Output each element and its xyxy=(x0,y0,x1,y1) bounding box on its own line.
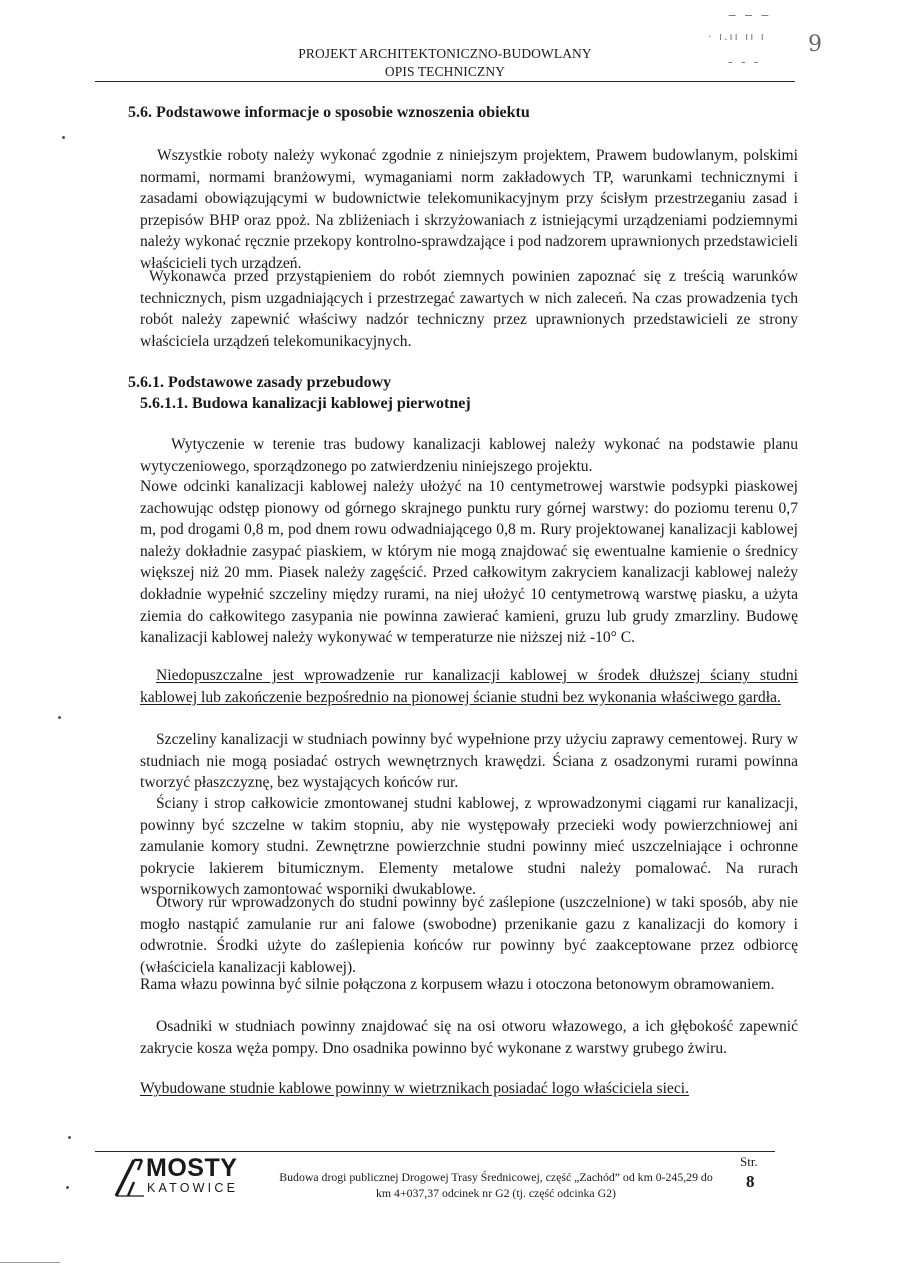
subsection-paragraph xyxy=(140,892,798,978)
header-subtitle: OPIS TECHNICZNY xyxy=(384,64,506,79)
subsection-paragraph xyxy=(140,793,798,901)
paragraph-text: Nowe odcinki kanalizacji kablowej należy ułożyć na 10 centymetrowej warstwie podsypki piaskowej zachowując odstęp pionowy od górnego skrajnego punktu rury górnej warstwy: do poziomu terenu 0,7 m, pod drogami 0,8 m, pod dnem rowu odwadniającego 0,8 m. Rury projektowanej kanalizacji kablowej należy dokładnie zasypać piaskiem, w którym nie mogą znajdować się ewentualne kamienie o średnicy większej niż 20 mm. Piasek należy zagęścić. Przed całkowitym zakryciem kanalizacji kablowej należy dokładnie wypełnić szczeliny między rurami, na niej ułożyć 10 centymetrową warstwę piasku, a użyta ziemia do całkowitego zasypania nie powinna zawierać kamieni, gruzu lub grudy zmarzliny. Budowę kanalizacji kablowej należy wykonywać w temperaturze nie niższej niż -10° C. xyxy=(140,478,798,647)
section-paragraph xyxy=(140,145,798,275)
footer-description: Budowa drogi publicznej Drogowej Trasy Średnicowej, część „Zachód” od km 0-245,29 do km 4+037,37 odcinek nr G2 (tj. część odcinka G2) xyxy=(279,1170,713,1200)
page-number: 8 xyxy=(746,1172,755,1191)
header-title: PROJEKT ARCHITEKTONICZNO-BUDOWLANY xyxy=(298,46,592,61)
logo-word: MOSTY xyxy=(146,1154,238,1182)
scan-dot xyxy=(58,716,61,719)
paragraph-text: Wytyczenie w terenie tras budowy kanalizacji kablowej należy wykonać na podstawie planu wytyczeniowego, sporządzonego po zatwierdzeniu niniejszego projektu. xyxy=(140,436,798,475)
scan-dot xyxy=(66,1186,69,1189)
paragraph-text: Wybudowane studnie kablowe powinny w wietrznikach posiadać logo właściciela sieci. xyxy=(140,1080,690,1097)
paragraph-text: Wszystkie roboty należy wykonać zgodnie z niniejszym projektem, Prawem budowlanym, polskimi normami, normami branżowymi, wymaganiami norm zakładowych TP, warunkami technicznymi i zasadami obowiązującymi w budownictwie telekomunikacyjnym przy ścisłym przestrzeganiu zasad i przepisów BHP oraz ppoż. Na zbliżeniach i skrzyżowaniach z istniejącymi urządzeniami podziemnymi należy wykonać ręcznie przekopy kontrolno-sprawdzające i pod nadzorem uprawnionych przedstawicieli właścicieli tych urządzeń. xyxy=(140,147,798,272)
handwritten-marks: · ı.ıı ıı ı xyxy=(708,30,766,43)
section-paragraph xyxy=(140,266,798,352)
subsection-paragraph xyxy=(140,729,798,794)
paragraph-text: Otwory rur wprowadzonych do studni powinny być zaślepione (uszczelnione) w taki sposób, aby nie mogło nastąpić zamulanie rur ani falowe (swobodne) przenikanie gazu z kanalizacji do komory i odwrotnie. Środki użyte do zaślepienia końców rur powinny być zaakceptowane przez odbiorcę (właściciela kanalizacji kablowej). xyxy=(140,894,798,976)
paragraph-text: Szczeliny kanalizacji w studniach powinny być wypełnione przy użyciu zaprawy cementowej. Rury w studniach nie mogą posiadać ostrych wewnętrznych krawędzi. Ściana z osadzonymi rurami powinna tworzyć płaszczyznę, bez wystających końców rur. xyxy=(140,731,798,792)
scan-dot xyxy=(62,136,65,139)
section-heading: 5.6. Podstawowe informacje o sposobie wznoszenia obiektu xyxy=(128,104,530,121)
handwritten-marks: ‑ ‑ ‑ xyxy=(728,55,761,70)
corner-page-mark: 9 xyxy=(808,32,822,57)
subsection-paragraph xyxy=(140,1016,798,1059)
paragraph-text: Niedopuszczalne jest wprowadzenie rur kanalizacji kablowej w środek dłuższej ściany studni kablowej lub zakończenie bezpośrednio na pionowej ścianie studni bez wykonania właściwego gardła. xyxy=(140,667,798,706)
subsection-paragraph xyxy=(140,974,798,996)
scan-dot xyxy=(68,1136,71,1139)
mosty-logo-icon xyxy=(114,1158,146,1198)
bottom-scan-line xyxy=(0,1262,60,1263)
page-label: Str. xyxy=(740,1154,758,1169)
mosty-logo xyxy=(114,1156,264,1200)
subsection-heading: 5.6.1. Podstawowe zasady przebudowy xyxy=(128,374,392,391)
underlined-paragraph xyxy=(140,665,798,708)
paragraph-text: Osadniki w studniach powinny znajdować się na osi otworu włazowego, a ich głębokość zapewnić zakrycie kosza węża pompy. Dno osadnika powinno być wykonane z warstwy grubego żwiru. xyxy=(140,1018,798,1057)
paragraph-text: Rama włazu powinna być silnie połączona z korpusem włazu i otoczona betonowym obramowaniem. xyxy=(140,976,775,993)
footer-rule xyxy=(95,1151,775,1152)
logo-subtitle: KATOWICE xyxy=(147,1181,239,1195)
subsection-paragraph xyxy=(140,434,798,477)
subsection-paragraph xyxy=(140,476,798,649)
paragraph-text: Ściany i strop całkowicie zmontowanej studni kablowej, z wprowadzonymi ciągami rur kanalizacji, powinny być szczelne w takim stopniu, aby nie występowały przecieki wody powierzchniowej ani zamulanie komory studni. Zewnętrzne powierzchnie studni powinny mieć uszczelniające i ochronne pokrycie lakierem bitumicznym. Elementy metalowe studni należy pomalować. Na rurach wspornikowych zamontować wsporniki dwukablowe. xyxy=(140,795,798,899)
header-rule xyxy=(95,81,795,82)
paragraph-text: Wykonawca przed przystąpieniem do robót ziemnych powinien zapoznać się z treścią warunków technicznych, pism uzgadniających i przestrzegać zawartych w nich zaleceń. Na czas prowadzenia tych robót należy zapewnić właściwy nadzór techniczny przez uprawnionych przedstawicieli ze strony właściciela urządzeń telekomunikacyjnych. xyxy=(140,268,798,350)
subsubsection-heading: 5.6.1.1. Budowa kanalizacji kablowej pierwotnej xyxy=(140,395,471,412)
handwritten-marks: ‒ ‒ ‒ xyxy=(728,8,772,23)
underlined-paragraph xyxy=(140,1078,798,1100)
